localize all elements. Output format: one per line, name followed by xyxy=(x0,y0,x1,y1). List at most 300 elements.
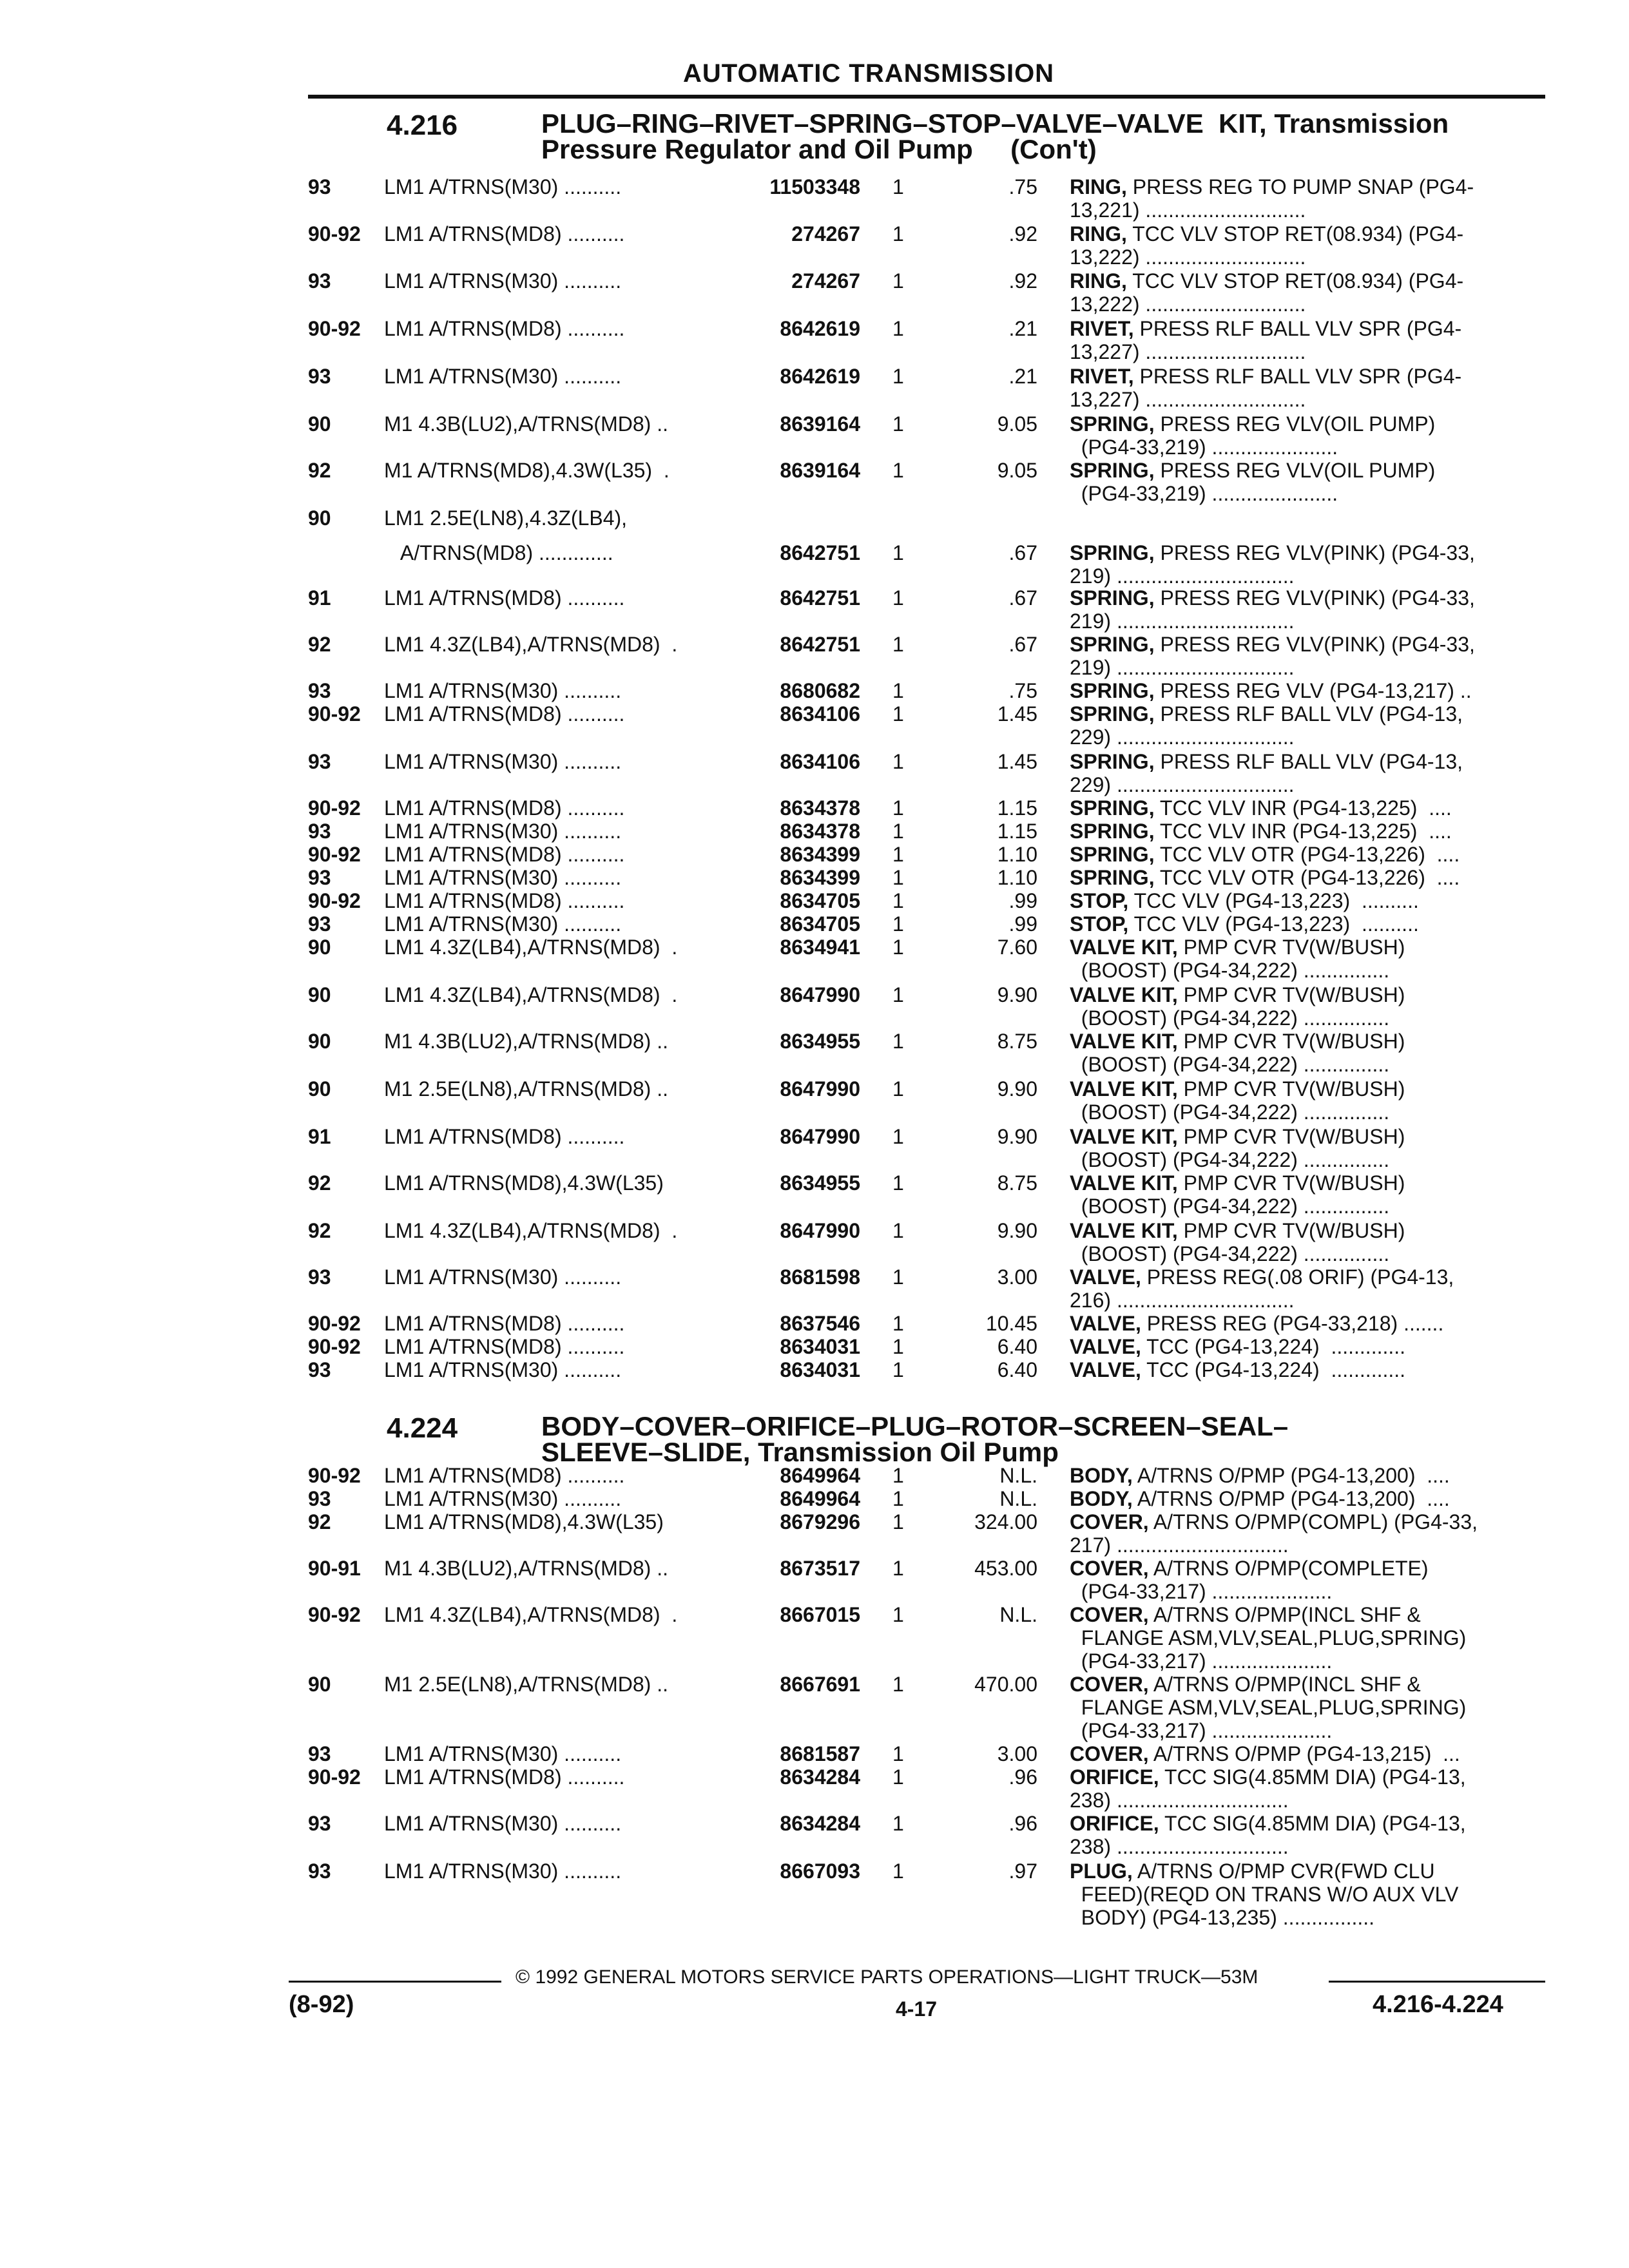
description-line: RING, TCC VLV STOP RET(08.934) (PG4- xyxy=(1070,222,1464,245)
year-cell: 90 xyxy=(308,1673,331,1696)
quantity-cell: 1 xyxy=(892,679,904,702)
description-line: (PG4-33,219) ...................... xyxy=(1070,482,1338,505)
description-line: VALVE, TCC (PG4-13,224) ............. xyxy=(1070,1358,1406,1381)
table-row xyxy=(0,222,1629,269)
quantity-cell: 1 xyxy=(892,1219,904,1242)
price-cell: .97 xyxy=(1008,1860,1037,1883)
quantity-cell: 1 xyxy=(892,541,904,564)
description-cell xyxy=(1070,1312,1540,1335)
price-cell: 1.15 xyxy=(997,796,1037,820)
part-number-cell: 8639164 xyxy=(780,459,860,482)
price-cell: .96 xyxy=(1008,1812,1037,1835)
year-cell: 90-91 xyxy=(308,1557,361,1580)
part-number-cell: 8649964 xyxy=(780,1487,860,1510)
description-line: COVER, A/TRNS O/PMP(INCL SHF & xyxy=(1070,1673,1421,1696)
table-row xyxy=(0,506,1629,545)
description-cell xyxy=(1070,459,1540,505)
price-cell: .99 xyxy=(1008,912,1037,936)
model-cell: LM1 A/TRNS(MD8),4.3W(L35) xyxy=(384,1510,664,1533)
quantity-cell: 1 xyxy=(892,1673,904,1696)
year-cell: 91 xyxy=(308,1125,331,1148)
price-cell: .67 xyxy=(1008,541,1037,564)
price-cell: 6.40 xyxy=(997,1358,1037,1381)
model-cell: LM1 A/TRNS(M30) .......... xyxy=(384,365,622,388)
description-line: SPRING, PRESS REG VLV(OIL PUMP) xyxy=(1070,412,1436,436)
description-cell xyxy=(1070,983,1540,1030)
table-row xyxy=(0,269,1629,316)
section-title-line1: BODY–COVER–ORIFICE–PLUG–ROTOR–SCREEN–SEAL– xyxy=(541,1411,1289,1441)
year-cell: 93 xyxy=(308,866,331,889)
description-line: SPRING, TCC VLV OTR (PG4-13,226) .... xyxy=(1070,866,1460,889)
model-cell: LM1 A/TRNS(M30) .......... xyxy=(384,1358,622,1381)
footer-page-number: 4-17 xyxy=(896,1997,938,2021)
table-row xyxy=(0,936,1629,982)
price-cell: 1.10 xyxy=(997,866,1037,889)
description-line: 13,227) ............................ xyxy=(1070,340,1306,363)
description-line: ORIFICE, TCC SIG(4.85MM DIA) (PG4-13, xyxy=(1070,1812,1466,1835)
model-cell: LM1 A/TRNS(M30) .......... xyxy=(384,1487,622,1510)
description-line: 216) ............................... xyxy=(1070,1289,1295,1312)
table-row xyxy=(0,1765,1629,1812)
table-row xyxy=(0,750,1629,796)
model-cell: LM1 A/TRNS(MD8) .......... xyxy=(384,1765,625,1789)
part-number-cell: 11503348 xyxy=(769,175,860,198)
year-cell: 90 xyxy=(308,1077,331,1100)
section-number: 4.224 xyxy=(387,1412,458,1444)
description-line: VALVE KIT, PMP CVR TV(W/BUSH) xyxy=(1070,1030,1405,1053)
description-line: SPRING, TCC VLV INR (PG4-13,225) .... xyxy=(1070,796,1452,820)
model-cell: LM1 A/TRNS(MD8) .......... xyxy=(384,889,625,912)
description-line: 229) ............................... xyxy=(1070,726,1295,749)
year-cell: 93 xyxy=(308,1860,331,1883)
table-row xyxy=(0,541,1629,588)
description-line: (PG4-33,217) ..................... xyxy=(1070,1719,1333,1742)
description-line: 13,222) ............................ xyxy=(1070,293,1306,316)
part-number-cell: 8634031 xyxy=(780,1358,860,1381)
model-cell: LM1 A/TRNS(MD8) .......... xyxy=(384,843,625,866)
quantity-cell: 1 xyxy=(892,1812,904,1835)
table-row xyxy=(0,412,1629,459)
part-number-cell: 8634399 xyxy=(780,843,860,866)
part-number-cell: 8642619 xyxy=(780,365,860,388)
part-number-cell: 8637546 xyxy=(780,1312,860,1335)
description-line: (BOOST) (PG4-34,222) ............... xyxy=(1070,1148,1390,1171)
description-cell xyxy=(1070,1265,1540,1312)
description-line: 219) ............................... xyxy=(1070,610,1295,633)
description-line: SPRING, PRESS REG VLV(PINK) (PG4-33, xyxy=(1070,586,1475,610)
description-cell xyxy=(1070,1358,1540,1381)
description-cell xyxy=(1070,633,1540,679)
year-cell: 90 xyxy=(308,983,331,1006)
quantity-cell: 1 xyxy=(892,586,904,610)
part-number-cell: 8642619 xyxy=(780,317,860,340)
table-row xyxy=(0,1219,1629,1265)
description-line: RING, PRESS REG TO PUMP SNAP (PG4- xyxy=(1070,175,1474,198)
description-cell xyxy=(1070,1742,1540,1765)
description-cell xyxy=(1070,889,1540,912)
price-cell: 8.75 xyxy=(997,1171,1037,1195)
description-line: RIVET, PRESS RLF BALL VLV SPR (PG4- xyxy=(1070,317,1462,340)
price-cell: .92 xyxy=(1008,269,1037,293)
description-line: FEED)(REQD ON TRANS W/O AUX VLV xyxy=(1070,1883,1459,1906)
part-number-cell: 8634106 xyxy=(780,750,860,773)
model-cell: M1 A/TRNS(MD8),4.3W(L35) . xyxy=(384,459,670,482)
year-cell: 90-92 xyxy=(308,843,361,866)
description-line: (PG4-33,217) ..................... xyxy=(1070,1649,1333,1673)
description-line: (BOOST) (PG4-34,222) ............... xyxy=(1070,1195,1390,1218)
footer-section-range: 4.216-4.224 xyxy=(1373,1991,1503,2018)
year-cell: 90-92 xyxy=(308,702,361,726)
quantity-cell: 1 xyxy=(892,1125,904,1148)
year-cell: 90 xyxy=(308,936,331,959)
year-cell: 93 xyxy=(308,1358,331,1381)
price-cell: 8.75 xyxy=(997,1030,1037,1053)
quantity-cell: 1 xyxy=(892,1335,904,1358)
footer-rule-right xyxy=(1329,1981,1545,1983)
table-row xyxy=(0,1077,1629,1124)
description-cell xyxy=(1070,1765,1540,1812)
description-line: COVER, A/TRNS O/PMP(COMPL) (PG4-33, xyxy=(1070,1510,1478,1533)
quantity-cell: 1 xyxy=(892,269,904,293)
description-cell xyxy=(1070,1557,1540,1603)
model-cell: LM1 A/TRNS(MD8) .......... xyxy=(384,1125,625,1148)
footer-date: (8-92) xyxy=(289,1991,354,2018)
description-cell xyxy=(1070,1860,1540,1929)
description-line: SPRING, TCC VLV OTR (PG4-13,226) .... xyxy=(1070,843,1460,866)
year-cell: 93 xyxy=(308,1487,331,1510)
price-cell: 9.05 xyxy=(997,459,1037,482)
description-cell xyxy=(1070,843,1540,866)
description-line: (BOOST) (PG4-34,222) ............... xyxy=(1070,1242,1390,1265)
description-cell xyxy=(1070,820,1540,843)
part-number-cell: 8634955 xyxy=(780,1171,860,1195)
year-cell: 90 xyxy=(308,506,331,530)
table-row xyxy=(0,175,1629,222)
description-line: BODY, A/TRNS O/PMP (PG4-13,200) .... xyxy=(1070,1487,1450,1510)
part-number-cell: 8642751 xyxy=(780,586,860,610)
table-row xyxy=(0,1265,1629,1312)
price-cell: N.L. xyxy=(999,1603,1037,1626)
description-line: VALVE, TCC (PG4-13,224) ............. xyxy=(1070,1335,1406,1358)
model-cell: M1 2.5E(LN8),A/TRNS(MD8) .. xyxy=(384,1077,668,1100)
description-cell xyxy=(1070,1812,1540,1858)
model-cell: LM1 A/TRNS(MD8) .......... xyxy=(384,1335,625,1358)
year-cell: 92 xyxy=(308,459,331,482)
description-line: COVER, A/TRNS O/PMP(INCL SHF & xyxy=(1070,1603,1421,1626)
description-line: VALVE KIT, PMP CVR TV(W/BUSH) xyxy=(1070,1171,1405,1195)
year-cell: 93 xyxy=(308,269,331,293)
part-number-cell: 8680682 xyxy=(780,679,860,702)
table-row xyxy=(0,1812,1629,1858)
quantity-cell: 1 xyxy=(892,317,904,340)
quantity-cell: 1 xyxy=(892,175,904,198)
year-cell: 91 xyxy=(308,586,331,610)
model-cell: LM1 A/TRNS(MD8) .......... xyxy=(384,702,625,726)
model-cell: A/TRNS(MD8) ............. xyxy=(384,541,613,564)
description-cell xyxy=(1070,1603,1540,1673)
price-cell: .99 xyxy=(1008,889,1037,912)
description-line: COVER, A/TRNS O/PMP (PG4-13,215) ... xyxy=(1070,1742,1460,1765)
description-cell xyxy=(1070,1487,1540,1510)
quantity-cell: 1 xyxy=(892,222,904,245)
description-line: VALVE KIT, PMP CVR TV(W/BUSH) xyxy=(1070,936,1405,959)
price-cell: 9.90 xyxy=(997,1125,1037,1148)
year-cell: 92 xyxy=(308,1171,331,1195)
description-cell xyxy=(1070,222,1540,269)
price-cell: 9.90 xyxy=(997,1077,1037,1100)
model-cell: LM1 A/TRNS(M30) .......... xyxy=(384,1812,622,1835)
table-row xyxy=(0,633,1629,679)
description-line: BODY, A/TRNS O/PMP (PG4-13,200) .... xyxy=(1070,1464,1450,1487)
description-line: VALVE KIT, PMP CVR TV(W/BUSH) xyxy=(1070,983,1405,1006)
header-title: AUTOMATIC TRANSMISSION xyxy=(683,59,1055,88)
year-cell: 90-92 xyxy=(308,796,361,820)
description-line: VALVE, PRESS REG (PG4-33,218) ....... xyxy=(1070,1312,1444,1335)
model-cell: LM1 A/TRNS(M30) .......... xyxy=(384,1742,622,1765)
year-cell: 90-92 xyxy=(308,1765,361,1789)
description-cell xyxy=(1070,912,1540,936)
year-cell: 90-92 xyxy=(308,1603,361,1626)
model-cell: LM1 A/TRNS(M30) .......... xyxy=(384,866,622,889)
quantity-cell: 1 xyxy=(892,1030,904,1053)
year-cell: 93 xyxy=(308,175,331,198)
part-number-cell: 8634705 xyxy=(780,889,860,912)
model-cell: LM1 A/TRNS(MD8) .......... xyxy=(384,586,625,610)
part-number-cell: 8681587 xyxy=(780,1742,860,1765)
description-line: 238) .............................. xyxy=(1070,1789,1289,1812)
description-cell xyxy=(1070,750,1540,796)
description-cell xyxy=(1070,866,1540,889)
description-line: 219) ............................... xyxy=(1070,564,1295,588)
model-cell: LM1 A/TRNS(MD8) .......... xyxy=(384,1312,625,1335)
price-cell: .67 xyxy=(1008,633,1037,656)
model-cell: LM1 A/TRNS(M30) .......... xyxy=(384,750,622,773)
year-cell: 90-92 xyxy=(308,1335,361,1358)
description-cell xyxy=(1070,365,1540,411)
year-cell: 93 xyxy=(308,912,331,936)
model-cell: LM1 A/TRNS(MD8) .......... xyxy=(384,222,625,245)
footer-copyright: © 1992 GENERAL MOTORS SERVICE PARTS OPERATIONS—LIGHT TRUCK—53M xyxy=(516,1966,1258,1988)
quantity-cell: 1 xyxy=(892,365,904,388)
model-cell: LM1 A/TRNS(M30) .......... xyxy=(384,679,622,702)
quantity-cell: 1 xyxy=(892,1265,904,1289)
description-line: VALVE, PRESS REG(.08 ORIF) (PG4-13, xyxy=(1070,1265,1454,1289)
year-cell: 93 xyxy=(308,1265,331,1289)
quantity-cell: 1 xyxy=(892,1171,904,1195)
quantity-cell: 1 xyxy=(892,1077,904,1100)
year-cell: 92 xyxy=(308,1510,331,1533)
description-line: (BOOST) (PG4-34,222) ............... xyxy=(1070,959,1390,982)
description-line: PLUG, A/TRNS O/PMP CVR(FWD CLU xyxy=(1070,1860,1435,1883)
year-cell: 90-92 xyxy=(308,222,361,245)
part-number-cell: 8639164 xyxy=(780,412,860,436)
description-line: SPRING, PRESS RLF BALL VLV (PG4-13, xyxy=(1070,702,1463,726)
section-title xyxy=(541,1411,1547,1467)
part-number-cell: 8667015 xyxy=(780,1603,860,1626)
price-cell: 1.10 xyxy=(997,843,1037,866)
description-line: 238) .............................. xyxy=(1070,1835,1289,1858)
description-cell xyxy=(1070,679,1540,702)
description-line: FLANGE ASM,VLV,SEAL,PLUG,SPRING) xyxy=(1070,1626,1467,1649)
model-cell: M1 4.3B(LU2),A/TRNS(MD8) .. xyxy=(384,412,668,436)
description-cell xyxy=(1070,1464,1540,1487)
price-cell: N.L. xyxy=(999,1487,1037,1510)
quantity-cell: 1 xyxy=(892,1510,904,1533)
model-cell: LM1 A/TRNS(M30) .......... xyxy=(384,1860,622,1883)
part-number-cell: 8634955 xyxy=(780,1030,860,1053)
description-line: BODY) (PG4-13,235) ................ xyxy=(1070,1906,1375,1929)
price-cell: .21 xyxy=(1008,317,1037,340)
price-cell: .92 xyxy=(1008,222,1037,245)
year-cell: 93 xyxy=(308,365,331,388)
quantity-cell: 1 xyxy=(892,1312,904,1335)
table-row xyxy=(0,1860,1629,1929)
description-cell xyxy=(1070,702,1540,749)
table-row xyxy=(0,459,1629,505)
description-cell xyxy=(1070,1673,1540,1742)
description-line: STOP, TCC VLV (PG4-13,223) .......... xyxy=(1070,889,1419,912)
description-cell xyxy=(1070,936,1540,982)
price-cell: 3.00 xyxy=(997,1742,1037,1765)
quantity-cell: 1 xyxy=(892,936,904,959)
quantity-cell: 1 xyxy=(892,459,904,482)
quantity-cell: 1 xyxy=(892,889,904,912)
model-cell: LM1 4.3Z(LB4),A/TRNS(MD8) . xyxy=(384,983,678,1006)
table-row xyxy=(0,1603,1629,1673)
section-title-line2: Pressure Regulator and Oil Pump (Con't) xyxy=(541,134,1097,164)
part-number-cell: 8634284 xyxy=(780,1812,860,1835)
section-title xyxy=(541,108,1547,164)
quantity-cell: 1 xyxy=(892,1487,904,1510)
model-cell: M1 4.3B(LU2),A/TRNS(MD8) .. xyxy=(384,1030,668,1053)
price-cell: N.L. xyxy=(999,1464,1037,1487)
price-cell: 9.05 xyxy=(997,412,1037,436)
part-number-cell: 8634284 xyxy=(780,1765,860,1789)
table-row xyxy=(0,1510,1629,1557)
description-cell xyxy=(1070,1171,1540,1218)
price-cell: .67 xyxy=(1008,586,1037,610)
table-row xyxy=(0,1358,1629,1397)
table-row xyxy=(0,702,1629,749)
description-line: (BOOST) (PG4-34,222) ............... xyxy=(1070,1053,1390,1076)
description-line: 217) .............................. xyxy=(1070,1533,1289,1557)
year-cell: 92 xyxy=(308,1219,331,1242)
description-line: VALVE KIT, PMP CVR TV(W/BUSH) xyxy=(1070,1077,1405,1100)
description-cell xyxy=(1070,317,1540,363)
description-line: SPRING, TCC VLV INR (PG4-13,225) .... xyxy=(1070,820,1452,843)
table-row xyxy=(0,1171,1629,1218)
description-cell xyxy=(1070,1030,1540,1076)
section-number: 4.216 xyxy=(387,110,458,141)
table-row xyxy=(0,1125,1629,1171)
part-number-cell: 8647990 xyxy=(780,1219,860,1242)
quantity-cell: 1 xyxy=(892,912,904,936)
description-cell xyxy=(1070,541,1540,588)
year-cell: 93 xyxy=(308,679,331,702)
part-number-cell: 8634941 xyxy=(780,936,860,959)
price-cell: 1.45 xyxy=(997,702,1037,726)
description-cell xyxy=(1070,175,1540,222)
description-line: SPRING, PRESS RLF BALL VLV (PG4-13, xyxy=(1070,750,1463,773)
part-number-cell: 8634031 xyxy=(780,1335,860,1358)
table-row xyxy=(0,317,1629,363)
description-cell xyxy=(1070,1335,1540,1358)
model-cell: LM1 4.3Z(LB4),A/TRNS(MD8) . xyxy=(384,1219,678,1242)
description-line: SPRING, PRESS REG VLV (PG4-13,217) .. xyxy=(1070,679,1472,702)
description-cell xyxy=(1070,1077,1540,1124)
quantity-cell: 1 xyxy=(892,750,904,773)
table-row xyxy=(0,1557,1629,1603)
model-cell: LM1 A/TRNS(MD8) .......... xyxy=(384,796,625,820)
year-cell: 90-92 xyxy=(308,317,361,340)
description-line: VALVE KIT, PMP CVR TV(W/BUSH) xyxy=(1070,1125,1405,1148)
description-line: SPRING, PRESS REG VLV(PINK) (PG4-33, xyxy=(1070,541,1475,564)
model-cell: LM1 A/TRNS(MD8) .......... xyxy=(384,317,625,340)
part-number-cell: 8634378 xyxy=(780,820,860,843)
price-cell: 9.90 xyxy=(997,1219,1037,1242)
quantity-cell: 1 xyxy=(892,1742,904,1765)
part-number-cell: 8634705 xyxy=(780,912,860,936)
year-cell: 90-92 xyxy=(308,889,361,912)
description-line: RING, TCC VLV STOP RET(08.934) (PG4- xyxy=(1070,269,1464,293)
quantity-cell: 1 xyxy=(892,1765,904,1789)
description-line: SPRING, PRESS REG VLV(OIL PUMP) xyxy=(1070,459,1436,482)
quantity-cell: 1 xyxy=(892,1603,904,1626)
part-number-cell: 8642751 xyxy=(780,541,860,564)
part-number-cell: 8634106 xyxy=(780,702,860,726)
price-cell: .75 xyxy=(1008,679,1037,702)
description-line: 219) ............................... xyxy=(1070,656,1295,679)
year-cell: 90-92 xyxy=(308,1464,361,1487)
model-cell: LM1 4.3Z(LB4),A/TRNS(MD8) . xyxy=(384,633,678,656)
description-cell xyxy=(1070,412,1540,459)
description-cell xyxy=(1070,1125,1540,1171)
price-cell: 6.40 xyxy=(997,1335,1037,1358)
price-cell: 470.00 xyxy=(974,1673,1037,1696)
year-cell: 93 xyxy=(308,1742,331,1765)
description-line: VALVE KIT, PMP CVR TV(W/BUSH) xyxy=(1070,1219,1405,1242)
quantity-cell: 1 xyxy=(892,1358,904,1381)
section-title-line2: SLEEVE–SLIDE, Transmission Oil Pump xyxy=(541,1437,1059,1467)
part-number-cell: 8667691 xyxy=(780,1673,860,1696)
table-row xyxy=(0,365,1629,411)
part-number-cell: 8647990 xyxy=(780,1077,860,1100)
year-cell: 92 xyxy=(308,633,331,656)
table-row xyxy=(0,586,1629,633)
price-cell: 324.00 xyxy=(974,1510,1037,1533)
year-cell: 93 xyxy=(308,820,331,843)
description-line: (BOOST) (PG4-34,222) ............... xyxy=(1070,1006,1390,1030)
price-cell: 1.45 xyxy=(997,750,1037,773)
part-number-cell: 8649964 xyxy=(780,1464,860,1487)
model-cell: LM1 A/TRNS(M30) .......... xyxy=(384,1265,622,1289)
model-cell: M1 2.5E(LN8),A/TRNS(MD8) .. xyxy=(384,1673,668,1696)
quantity-cell: 1 xyxy=(892,1464,904,1487)
part-number-cell: 8642751 xyxy=(780,633,860,656)
quantity-cell: 1 xyxy=(892,1557,904,1580)
part-number-cell: 8647990 xyxy=(780,1125,860,1148)
model-cell: LM1 4.3Z(LB4),A/TRNS(MD8) . xyxy=(384,936,678,959)
part-number-cell: 8673517 xyxy=(780,1557,860,1580)
quantity-cell: 1 xyxy=(892,820,904,843)
part-number-cell: 8647990 xyxy=(780,983,860,1006)
description-line: FLANGE ASM,VLV,SEAL,PLUG,SPRING) xyxy=(1070,1696,1467,1719)
price-cell: 1.15 xyxy=(997,820,1037,843)
model-cell: LM1 A/TRNS(M30) .......... xyxy=(384,820,622,843)
description-cell xyxy=(1070,1219,1540,1265)
part-number-cell: 8679296 xyxy=(780,1510,860,1533)
section-title-line1: PLUG–RING–RIVET–SPRING–STOP–VALVE–VALVE KIT, Transmission xyxy=(541,108,1449,139)
